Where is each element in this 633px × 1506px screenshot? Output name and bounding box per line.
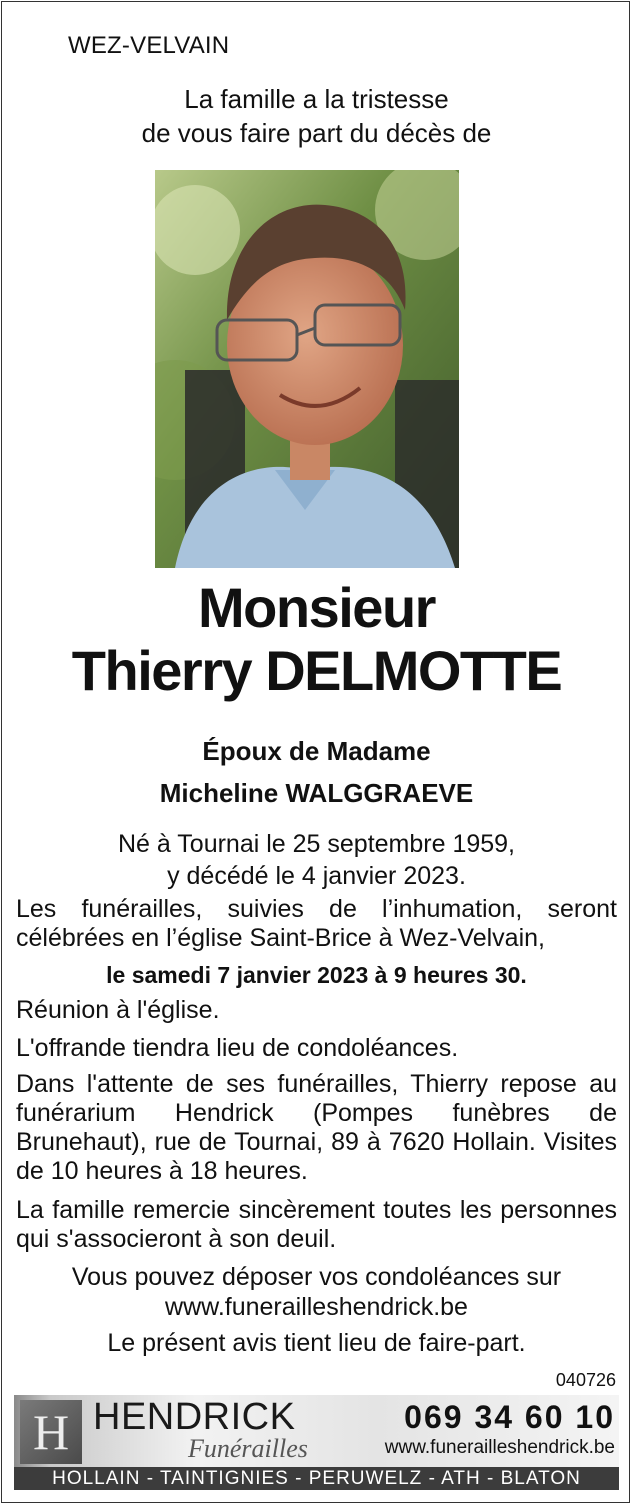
cities-bar: HOLLAIN - TAINTIGNIES - PERUWELZ - ATH - BLATON xyxy=(14,1467,619,1490)
offering-text: L'offrande tiendra lieu de condoléances. xyxy=(16,1034,459,1062)
birth-info xyxy=(0,828,633,892)
reference-number: 040726 xyxy=(555,1370,616,1390)
funeral-date: le samedi 7 janvier 2023 à 9 heures 30. xyxy=(106,962,527,988)
condolences-line-1: Vous pouvez déposer vos condoléances sur xyxy=(71,1263,562,1291)
brand-tagline: Funérailles xyxy=(188,1434,308,1463)
meeting-text: Réunion à l'église. xyxy=(16,996,220,1024)
intro-line-2: de vous faire part du décès de xyxy=(141,118,492,148)
birth-line-2: y décédé le 4 janvier 2023. xyxy=(167,862,466,890)
deceased-title: Monsieur xyxy=(198,576,435,639)
notice-text: Le présent avis tient lieu de faire-part. xyxy=(107,1329,526,1357)
locality: WEZ-VELVAIN xyxy=(68,32,230,59)
intro-line-1: La famille a la tristesse xyxy=(184,84,449,114)
spouse-line-1: Époux de Madame xyxy=(202,736,431,766)
spouse-info xyxy=(0,730,633,814)
portrait-photo xyxy=(155,170,459,568)
resting-text: Dans l'attente de ses funérailles, Thierry repose au funérarium Hendrick (Pompes funèbres de Brunehaut), rue de Tournai, 89 à 7620 Hollain. Visites de 10 heures à 18 heures. xyxy=(16,1070,617,1185)
funeral-text: Les funérailles, suivies de l’inhumation, seront célébrées en l’église Saint-Brice à Wez-Velvain, xyxy=(16,895,617,952)
logo-letter: H xyxy=(32,1404,70,1460)
birth-line-1: Né à Tournai le 25 septembre 1959, xyxy=(117,830,516,858)
intro-text xyxy=(0,82,633,150)
thanks-text: La famille remercie sincèrement toutes les personnes qui s'associeront à son deuil. xyxy=(16,1196,617,1253)
deceased-name: Thierry DELMOTTE xyxy=(71,639,562,702)
funeral-home-brand: HENDRICK xyxy=(93,1396,296,1438)
spouse-line-2: Micheline WALGGRAEVE xyxy=(159,778,474,808)
portrait-illustration xyxy=(155,170,459,568)
condolences-info xyxy=(0,1262,633,1322)
phone-number[interactable]: 069 34 60 10 xyxy=(404,1399,615,1435)
condolences-link[interactable]: www.funerailleshendrick.be xyxy=(165,1293,468,1321)
website-link[interactable]: www.funerailleshendrick.be xyxy=(384,1437,615,1458)
